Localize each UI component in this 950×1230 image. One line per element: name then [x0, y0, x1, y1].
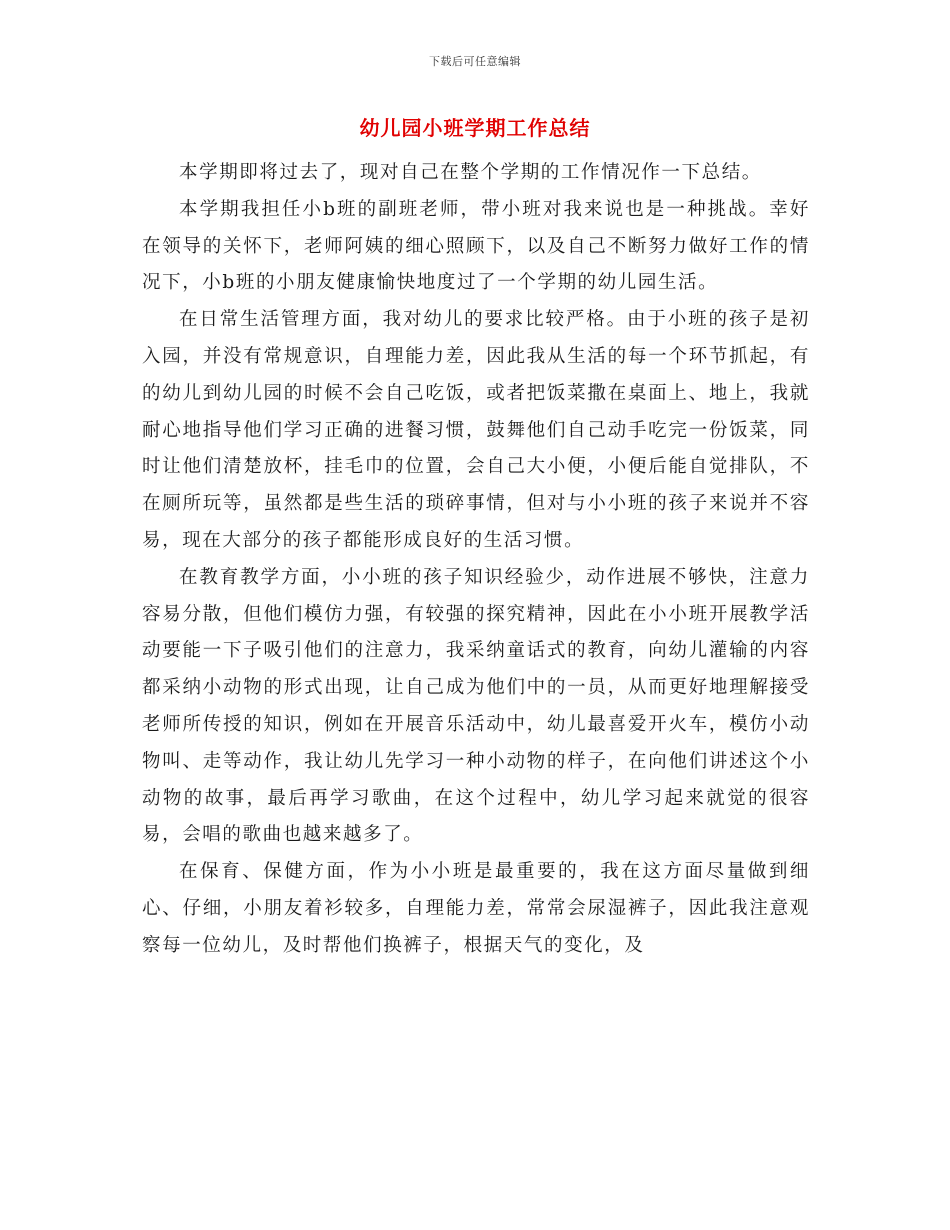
document-body	[142, 155, 810, 965]
paragraph-role: 本学期我担任小b班的副班老师，带小班对我来说也是一种挑战。幸好在领导的关怀下，老师阿姨的细心照顾下，以及自己不断努力做好工作的情况下，小b班的小朋友健康愉快地度过了一个学期的幼儿园生活。	[142, 198, 810, 294]
paragraph-intro: 本学期即将过去了，现对自己在整个学期的工作情况作一下总结。	[179, 162, 762, 183]
paragraph-teaching: 在教育教学方面，小小班的孩子知识经验少，动作进展不够快，注意力容易分散，但他们模仿力强，有较强的探究精神，因此在小小班开展教学活动要能一下子吸引他们的注意力，我采纳童话式的教育，向幼儿灌输的内容都采纳小动物的形式出现，让自己成为他们中的一员，从而更好地理解接受老师所传授的知识，例如在开展音乐活动中，幼儿最喜爱开火车，模仿小动物叫、走等动作，我让幼儿先学习一种小动物的样子，在向他们讲述这个小动物的故事，最后再学习歌曲，在这个过程中，幼儿学习起来就觉的很容易，会唱的歌曲也越来越多了。	[142, 566, 810, 846]
paragraph-daily-life: 在日常生活管理方面，我对幼儿的要求比较严格。由于小班的孩子是初入园，并没有常规意识，自理能力差，因此我从生活的每一个环节抓起，有的幼儿到幼儿园的时候不会自己吃饭，或者把饭菜撒在桌面上、地上，我就耐心地指导他们学习正确的进餐习惯，鼓舞他们自己动手吃完一份饭菜，同时让他们清楚放杯，挂毛巾的位置，会自己大小便，小便后能自觉排队，不在厕所玩等，虽然都是些生活的琐碎事情，但对与小小班的孩子来说并不容易，现在大部分的孩子都能形成良好的生活习惯。	[142, 309, 810, 551]
paragraph-care: 在保育、保健方面，作为小小班是最重要的，我在这方面尽量做到细心、仔细，小朋友着衫较多，自理能力差，常常会尿湿裤子，因此我注意观察每一位幼儿，及时帮他们换裤子，根据天气的变化，及	[142, 861, 810, 956]
header-note: 下载后可任意编辑	[429, 55, 521, 68]
document-title: 幼儿园小班学期工作总结	[359, 116, 591, 140]
